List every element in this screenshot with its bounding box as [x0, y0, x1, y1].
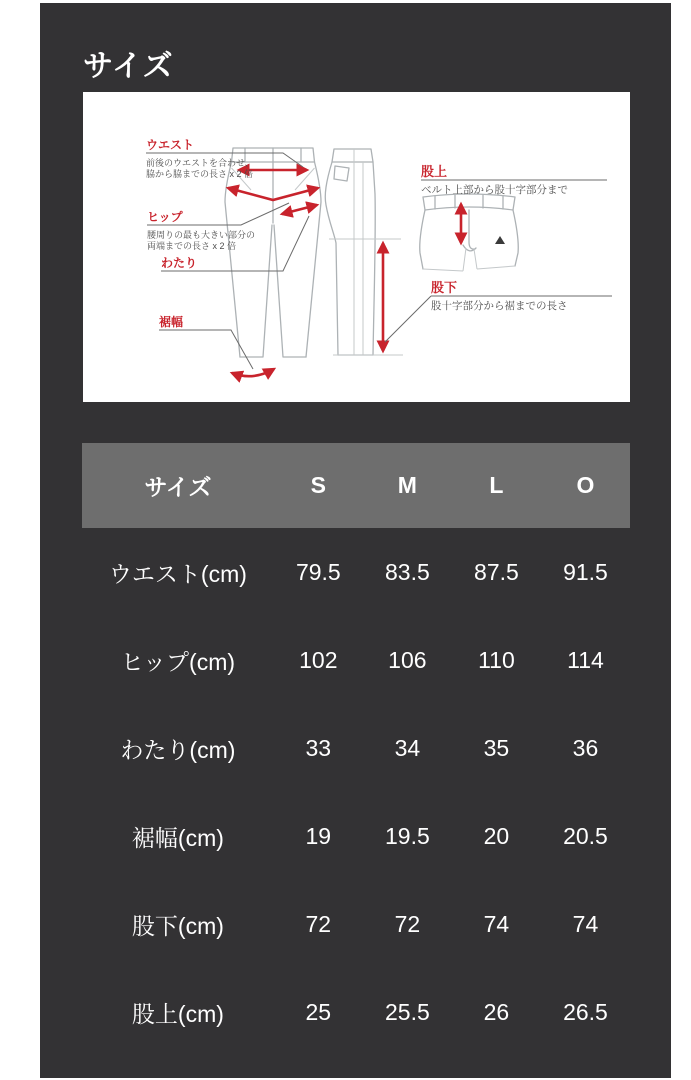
- rise-callout: [421, 164, 607, 196]
- value-cell: 33: [305, 734, 332, 761]
- size-section-panel: [40, 3, 671, 1078]
- waist-label: ウエスト: [146, 138, 195, 152]
- brand-triangle-mark: [495, 236, 505, 244]
- waist-desc-line1: 前後のウエストを合わせ、: [146, 158, 254, 168]
- value-cell: 36: [572, 734, 599, 761]
- thigh-arrow: [282, 205, 317, 214]
- value-cell: 72: [394, 910, 421, 937]
- thigh-label: わたり: [161, 256, 198, 270]
- value-cell: 106: [388, 646, 427, 673]
- value-cell: 87.5: [474, 558, 519, 585]
- table-row-hem: [82, 792, 630, 880]
- row-label: 股上(cm): [131, 1000, 224, 1027]
- value-cell: 83.5: [384, 558, 430, 585]
- row-label: ウエスト(cm): [108, 560, 247, 587]
- value-cell: 91.5: [563, 558, 608, 585]
- value-cell: 35: [483, 734, 510, 761]
- rise-desc: ベルト上部から股十字部分まで: [421, 184, 568, 196]
- row-label: 裾幅(cm): [131, 824, 224, 851]
- value-cell: 102: [299, 646, 338, 673]
- header-cell-o: O: [576, 472, 595, 498]
- header-cell-s: S: [310, 472, 326, 498]
- table-row-inseam: [82, 880, 630, 968]
- row-label: わたり(cm): [120, 736, 236, 763]
- value-cell: 74: [483, 910, 510, 937]
- hip-desc-line2: 両端までの長さ x 2 倍: [147, 241, 237, 251]
- hip-desc-line1: 腰周りの最も大きい部分の: [147, 230, 256, 240]
- side-pants-drawing: [325, 149, 403, 355]
- value-cell: 34: [394, 734, 421, 761]
- value-cell: 114: [567, 646, 604, 673]
- inseam-label: 股下: [431, 280, 458, 295]
- table-row-thigh: [82, 704, 630, 792]
- header-cell-l: L: [489, 472, 504, 498]
- hip-callout: [147, 203, 289, 251]
- size-table: [82, 443, 630, 1056]
- rise-label: 股上: [421, 164, 448, 179]
- table-row-waist: [82, 528, 630, 616]
- pants-measurement-diagram: [83, 92, 630, 402]
- value-cell: 25: [305, 998, 332, 1025]
- inseam-callout: [385, 280, 612, 342]
- value-cell: 20: [483, 822, 510, 849]
- value-cell: 26.5: [563, 998, 608, 1025]
- row-label: ヒップ(cm): [120, 648, 236, 675]
- hip-label: ヒップ: [147, 210, 183, 224]
- header-cell-m: M: [397, 472, 417, 498]
- hem-arrow: [232, 369, 274, 376]
- inseam-desc: 股十字部分から裾までの長さ: [431, 300, 568, 312]
- row-label: 股下(cm): [131, 912, 224, 939]
- value-cell: 74: [572, 910, 599, 937]
- value-cell: 19.5: [384, 822, 430, 849]
- value-cell: 20.5: [563, 822, 608, 849]
- value-cell: 72: [305, 910, 332, 937]
- rise-pants-drawing: [420, 194, 519, 271]
- table-row-rise: [82, 968, 630, 1056]
- value-cell: 110: [478, 646, 515, 673]
- value-cell: 25.5: [384, 998, 430, 1025]
- hem-label: 裾幅: [159, 315, 184, 329]
- waist-callout: [146, 138, 303, 179]
- value-cell: 19: [305, 822, 332, 849]
- table-row-hip: [82, 616, 630, 704]
- measurement-diagram-card: [83, 92, 630, 402]
- value-cell: 26: [483, 998, 510, 1025]
- size-table-header-row: [82, 443, 630, 528]
- header-cell-size: サイズ: [144, 474, 212, 500]
- waist-desc-line2: 脇から脇までの長さ x 2 倍: [146, 169, 254, 179]
- section-title: サイズ: [83, 50, 174, 83]
- front-pants-drawing: [225, 148, 321, 357]
- value-cell: 79.5: [295, 558, 341, 585]
